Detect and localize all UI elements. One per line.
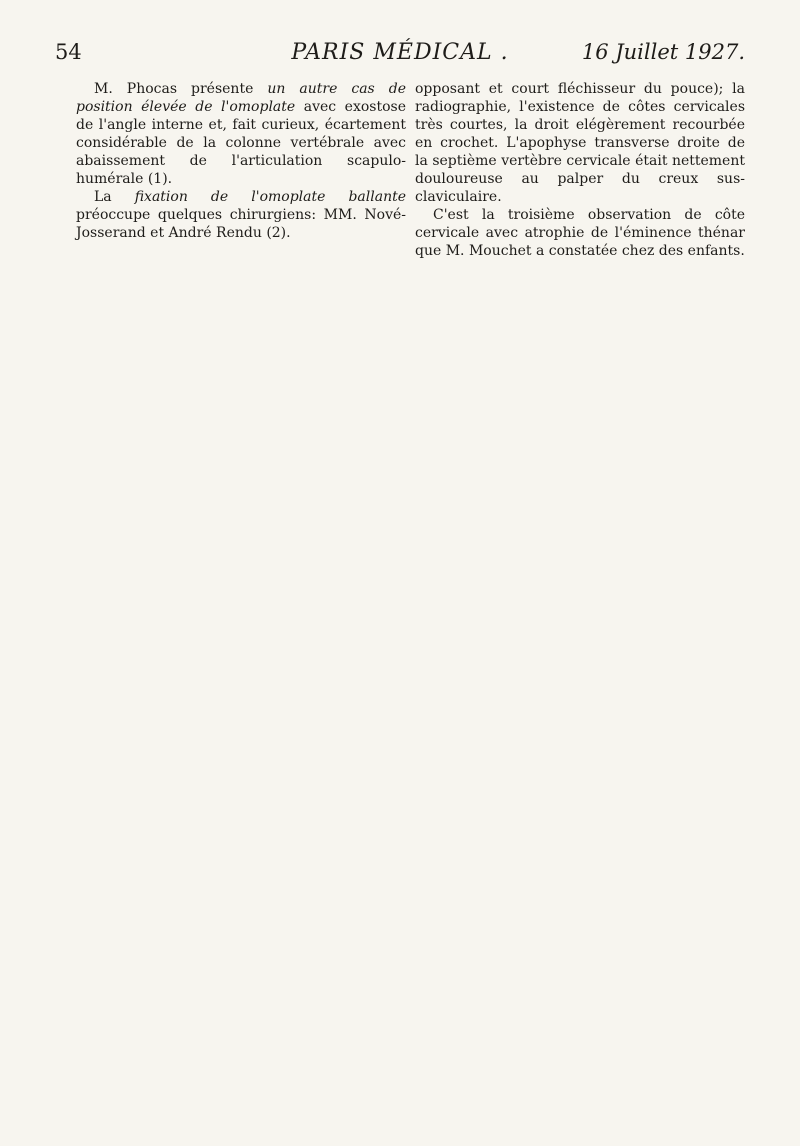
page-header <box>55 40 745 74</box>
paragraph: C'est la troisième observation de côte cervicale avec atrophie de l'éminence thénar que M. Mouchet a constatée chez des enfants. <box>415 207 745 259</box>
paragraph: opposant et court fléchisseur du pouce); la radiographie, l'existence de côtes cervicales très courtes, la droit elégèrement recourbée en crochet. L'apophyse transverse droite de la septième vertèbre cervicale était nettement douloureuse au palper du creux sus-claviculaire. <box>415 81 745 205</box>
paragraph: M. Phocas présente un autre cas de position élevée de l'omoplate avec exostose de l'angle interne et, fait curieux, écartement considérable de la colonne vertébrale avec abaissement de l'articulation scapulo-humérale (1). <box>76 81 406 187</box>
journal-title: PARIS MÉDICAL . <box>291 40 509 65</box>
paragraph: La fixation de l'omoplate ballante préoccupe quelques chirurgiens: MM. Nové-Josserand et André Rendu (2). <box>76 189 407 241</box>
page-number: 54 <box>55 40 82 64</box>
left-column <box>76 80 406 242</box>
right-column <box>415 80 745 260</box>
issue-date: 16 Juillet 1927. <box>581 40 745 64</box>
